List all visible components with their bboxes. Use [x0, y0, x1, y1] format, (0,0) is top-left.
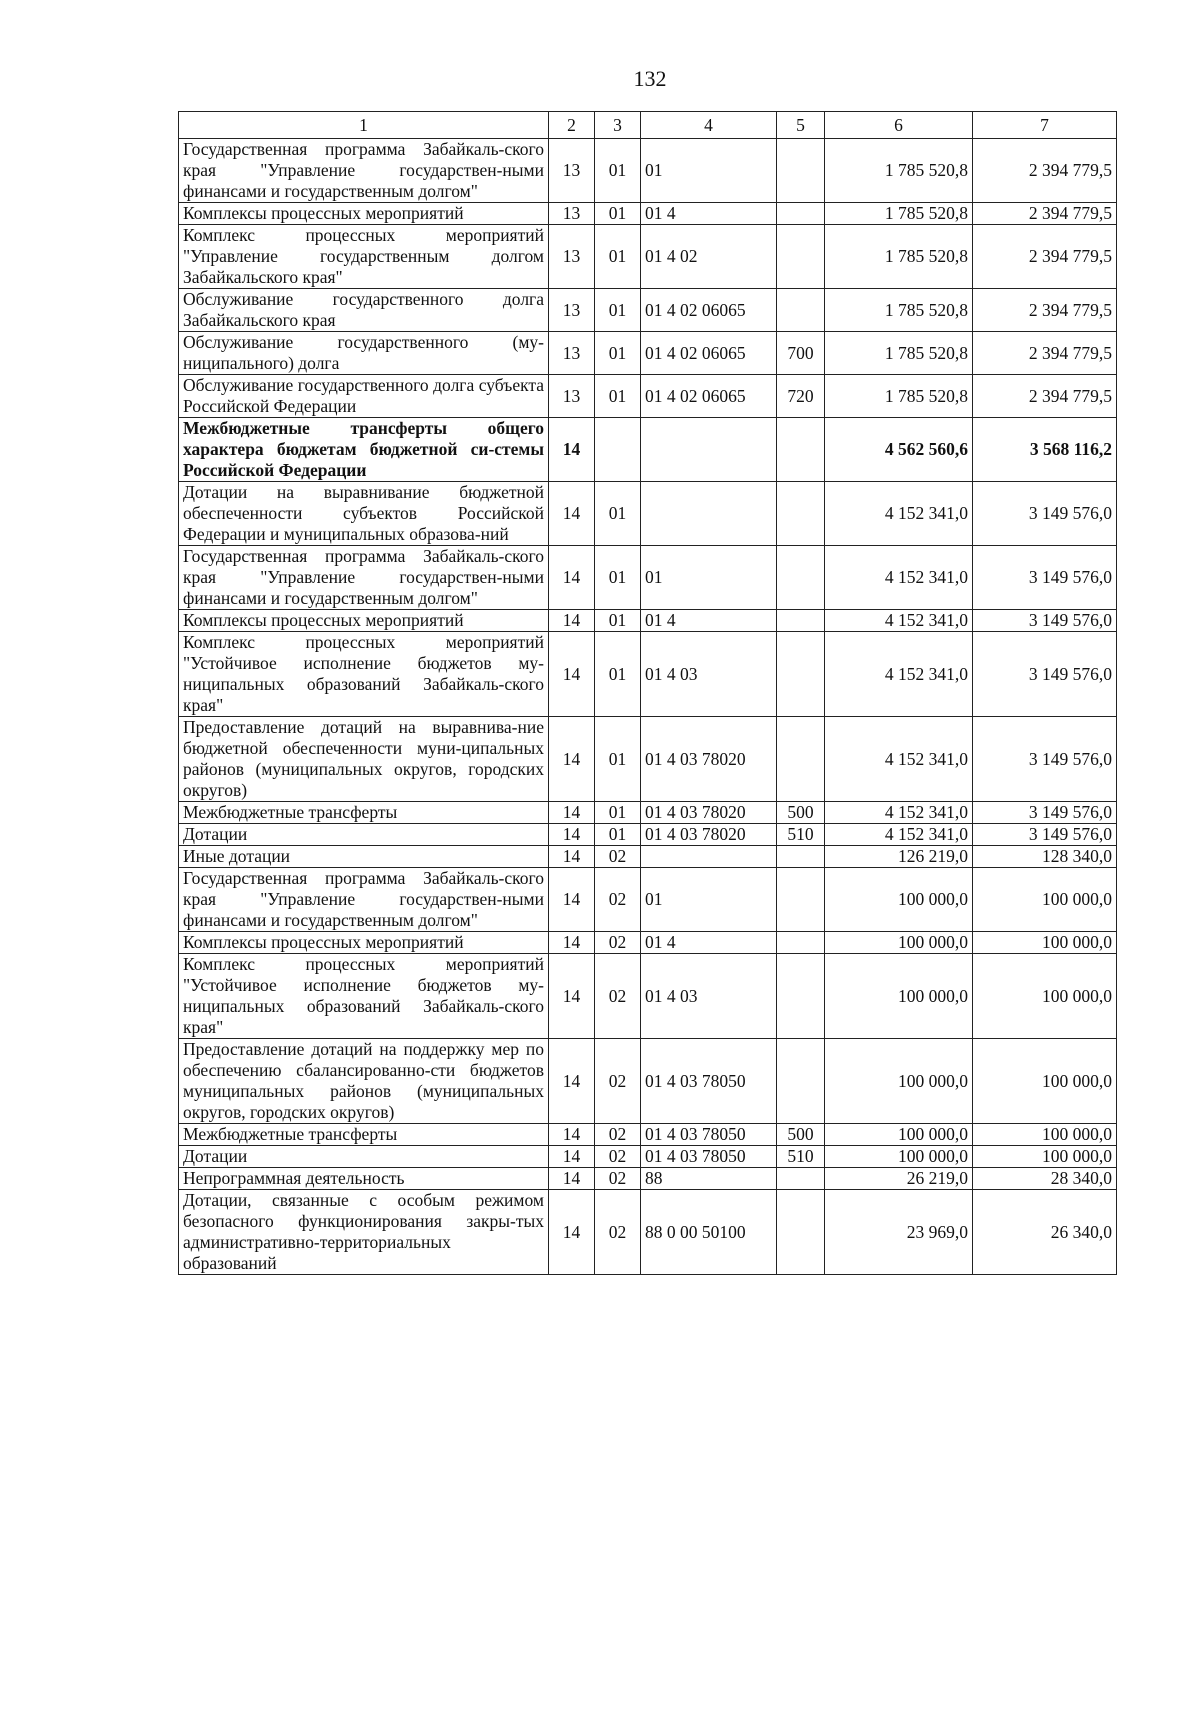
- expense-type-code: [777, 139, 825, 203]
- target-article-code: [641, 482, 777, 546]
- expense-type-code: [777, 632, 825, 717]
- target-article-code: 01 4 03 78050: [641, 1124, 777, 1146]
- subsection-code: 01: [595, 824, 641, 846]
- row-name: Обслуживание государственного долга Забайкальского края: [179, 289, 549, 332]
- table-row: [179, 1190, 1117, 1275]
- subsection-code: 01: [595, 375, 641, 418]
- subsection-code: 01: [595, 717, 641, 802]
- row-name: Государственная программа Забайкаль-ского края "Управление государствен-ными финансами и государственным долгом": [179, 139, 549, 203]
- table-row: [179, 610, 1117, 632]
- amount-year-1: 4 152 341,0: [825, 610, 973, 632]
- amount-year-1: 23 969,0: [825, 1190, 973, 1275]
- row-name: Обслуживание государственного (му-ниципального) долга: [179, 332, 549, 375]
- row-name: Непрограммная деятельность: [179, 1168, 549, 1190]
- subsection-code: 01: [595, 332, 641, 375]
- amount-year-2: 100 000,0: [973, 868, 1117, 932]
- subsection-code: 01: [595, 225, 641, 289]
- target-article-code: 01: [641, 546, 777, 610]
- amount-year-1: 100 000,0: [825, 868, 973, 932]
- section-code: 13: [549, 375, 595, 418]
- section-code: 13: [549, 289, 595, 332]
- section-code: 14: [549, 1146, 595, 1168]
- table-body: [179, 139, 1117, 1275]
- budget-table: [178, 111, 1117, 1275]
- row-name: Предоставление дотаций на выравнива-ние бюджетной обеспеченности муни-ципальных районов (муниципальных округов, городских округов): [179, 717, 549, 802]
- amount-year-2: 3 149 576,0: [973, 717, 1117, 802]
- table-row: [179, 139, 1117, 203]
- section-code: 14: [549, 1190, 595, 1275]
- amount-year-2: 2 394 779,5: [973, 225, 1117, 289]
- amount-year-1: 4 152 341,0: [825, 482, 973, 546]
- expense-type-code: [777, 846, 825, 868]
- table-row: [179, 802, 1117, 824]
- row-name: Комплексы процессных мероприятий: [179, 610, 549, 632]
- subsection-code: 02: [595, 1124, 641, 1146]
- amount-year-1: 4 152 341,0: [825, 717, 973, 802]
- amount-year-1: 126 219,0: [825, 846, 973, 868]
- amount-year-2: 100 000,0: [973, 932, 1117, 954]
- amount-year-2: 3 568 116,2: [973, 418, 1117, 482]
- amount-year-1: 100 000,0: [825, 932, 973, 954]
- expense-type-code: [777, 868, 825, 932]
- column-header: 6: [825, 112, 973, 139]
- amount-year-1: 100 000,0: [825, 954, 973, 1039]
- amount-year-1: 1 785 520,8: [825, 139, 973, 203]
- row-name: Межбюджетные трансферты: [179, 802, 549, 824]
- table-row: [179, 932, 1117, 954]
- table-row: [179, 418, 1117, 482]
- subsection-code: [595, 418, 641, 482]
- amount-year-1: 4 152 341,0: [825, 802, 973, 824]
- expense-type-code: 510: [777, 824, 825, 846]
- subsection-code: 01: [595, 203, 641, 225]
- subsection-code: 02: [595, 954, 641, 1039]
- expense-type-code: [777, 1168, 825, 1190]
- amount-year-1: 4 562 560,6: [825, 418, 973, 482]
- expense-type-code: 700: [777, 332, 825, 375]
- subsection-code: 02: [595, 868, 641, 932]
- amount-year-1: 4 152 341,0: [825, 824, 973, 846]
- row-name: Дотации на выравнивание бюджетной обеспеченности субъектов Российской Федерации и муниципальных образова-ний: [179, 482, 549, 546]
- amount-year-1: 4 152 341,0: [825, 632, 973, 717]
- table-row: [179, 1146, 1117, 1168]
- section-code: 14: [549, 610, 595, 632]
- expense-type-code: [777, 418, 825, 482]
- row-name: Дотации: [179, 824, 549, 846]
- amount-year-2: 3 149 576,0: [973, 632, 1117, 717]
- column-header: 7: [973, 112, 1117, 139]
- amount-year-1: 1 785 520,8: [825, 332, 973, 375]
- amount-year-1: 100 000,0: [825, 1124, 973, 1146]
- amount-year-2: 26 340,0: [973, 1190, 1117, 1275]
- expense-type-code: [777, 1039, 825, 1124]
- section-code: 14: [549, 868, 595, 932]
- section-code: 13: [549, 225, 595, 289]
- amount-year-2: 3 149 576,0: [973, 482, 1117, 546]
- row-name: Комплексы процессных мероприятий: [179, 203, 549, 225]
- amount-year-2: 2 394 779,5: [973, 289, 1117, 332]
- section-code: 14: [549, 824, 595, 846]
- expense-type-code: [777, 546, 825, 610]
- amount-year-2: 28 340,0: [973, 1168, 1117, 1190]
- row-name: Комплекс процессных мероприятий "Управление государственным долгом Забайкальского края": [179, 225, 549, 289]
- subsection-code: 02: [595, 932, 641, 954]
- table-row: [179, 203, 1117, 225]
- amount-year-2: 3 149 576,0: [973, 546, 1117, 610]
- target-article-code: 01 4 03 78050: [641, 1146, 777, 1168]
- table-row: [179, 824, 1117, 846]
- table-row: [179, 375, 1117, 418]
- expense-type-code: [777, 717, 825, 802]
- expense-type-code: 500: [777, 1124, 825, 1146]
- table-row: [179, 482, 1117, 546]
- expense-type-code: [777, 954, 825, 1039]
- target-article-code: 01 4 03 78020: [641, 717, 777, 802]
- target-article-code: 01 4 02: [641, 225, 777, 289]
- column-header: 3: [595, 112, 641, 139]
- page-number: 132: [633, 66, 667, 91]
- section-code: 13: [549, 332, 595, 375]
- section-code: 14: [549, 1168, 595, 1190]
- table-row: [179, 1124, 1117, 1146]
- amount-year-1: 4 152 341,0: [825, 546, 973, 610]
- amount-year-2: 3 149 576,0: [973, 802, 1117, 824]
- subsection-code: 01: [595, 632, 641, 717]
- section-code: 14: [549, 954, 595, 1039]
- subsection-code: 01: [595, 289, 641, 332]
- amount-year-2: 128 340,0: [973, 846, 1117, 868]
- section-code: 14: [549, 482, 595, 546]
- amount-year-2: 3 149 576,0: [973, 610, 1117, 632]
- section-code: 14: [549, 632, 595, 717]
- target-article-code: 01 4 03 78020: [641, 824, 777, 846]
- target-article-code: 01 4: [641, 203, 777, 225]
- subsection-code: 02: [595, 846, 641, 868]
- table-row: [179, 954, 1117, 1039]
- expense-type-code: [777, 203, 825, 225]
- subsection-code: 02: [595, 1039, 641, 1124]
- amount-year-2: 100 000,0: [973, 1039, 1117, 1124]
- target-article-code: 01 4 02 06065: [641, 289, 777, 332]
- target-article-code: 88: [641, 1168, 777, 1190]
- section-code: 14: [549, 717, 595, 802]
- target-article-code: 01 4: [641, 610, 777, 632]
- subsection-code: 02: [595, 1190, 641, 1275]
- column-header: 5: [777, 112, 825, 139]
- amount-year-2: 100 000,0: [973, 1124, 1117, 1146]
- amount-year-1: 1 785 520,8: [825, 289, 973, 332]
- amount-year-1: 100 000,0: [825, 1146, 973, 1168]
- row-name: Государственная программа Забайкаль-ского края "Управление государствен-ными финансами и государственным долгом": [179, 868, 549, 932]
- amount-year-2: 3 149 576,0: [973, 824, 1117, 846]
- subsection-code: 01: [595, 610, 641, 632]
- row-name: Обслуживание государственного долга субъекта Российской Федерации: [179, 375, 549, 418]
- amount-year-2: 100 000,0: [973, 1146, 1117, 1168]
- subsection-code: 02: [595, 1146, 641, 1168]
- row-name: Комплекс процессных мероприятий "Устойчивое исполнение бюджетов му-ниципальных образований Забайкаль-ского края": [179, 632, 549, 717]
- table-row: [179, 1168, 1117, 1190]
- expense-type-code: [777, 610, 825, 632]
- row-name: Межбюджетные трансферты: [179, 1124, 549, 1146]
- table-row: [179, 846, 1117, 868]
- table-row: [179, 546, 1117, 610]
- section-code: 14: [549, 932, 595, 954]
- subsection-code: 01: [595, 482, 641, 546]
- expense-type-code: [777, 289, 825, 332]
- section-code: 13: [549, 203, 595, 225]
- target-article-code: 01: [641, 139, 777, 203]
- target-article-code: 88 0 00 50100: [641, 1190, 777, 1275]
- section-code: 14: [549, 418, 595, 482]
- amount-year-2: 100 000,0: [973, 954, 1117, 1039]
- section-code: 13: [549, 139, 595, 203]
- table-row: [179, 632, 1117, 717]
- expense-type-code: 500: [777, 802, 825, 824]
- subsection-code: 01: [595, 546, 641, 610]
- table-row: [179, 332, 1117, 375]
- row-name: Комплекс процессных мероприятий "Устойчивое исполнение бюджетов му-ниципальных образований Забайкаль-ского края": [179, 954, 549, 1039]
- subsection-code: 01: [595, 139, 641, 203]
- table-row: [179, 717, 1117, 802]
- amount-year-2: 2 394 779,5: [973, 375, 1117, 418]
- expense-type-code: 720: [777, 375, 825, 418]
- target-article-code: 01 4: [641, 932, 777, 954]
- column-header: 4: [641, 112, 777, 139]
- section-code: 14: [549, 1124, 595, 1146]
- target-article-code: 01 4 03: [641, 954, 777, 1039]
- amount-year-1: 1 785 520,8: [825, 375, 973, 418]
- section-code: 14: [549, 846, 595, 868]
- amount-year-1: 100 000,0: [825, 1039, 973, 1124]
- section-code: 14: [549, 1039, 595, 1124]
- row-name: Комплексы процессных мероприятий: [179, 932, 549, 954]
- target-article-code: 01 4 03: [641, 632, 777, 717]
- expense-type-code: 510: [777, 1146, 825, 1168]
- expense-type-code: [777, 225, 825, 289]
- target-article-code: [641, 846, 777, 868]
- subsection-code: 02: [595, 1168, 641, 1190]
- expense-type-code: [777, 1190, 825, 1275]
- row-name: Дотации: [179, 1146, 549, 1168]
- row-name: Государственная программа Забайкаль-ского края "Управление государствен-ными финансами и государственным долгом": [179, 546, 549, 610]
- target-article-code: 01 4 03 78050: [641, 1039, 777, 1124]
- header-row: [179, 112, 1117, 139]
- expense-type-code: [777, 932, 825, 954]
- target-article-code: 01 4 02 06065: [641, 332, 777, 375]
- table-row: [179, 225, 1117, 289]
- table-row: [179, 868, 1117, 932]
- amount-year-2: 2 394 779,5: [973, 203, 1117, 225]
- amount-year-2: 2 394 779,5: [973, 332, 1117, 375]
- subsection-code: 01: [595, 802, 641, 824]
- target-article-code: 01 4 02 06065: [641, 375, 777, 418]
- expense-type-code: [777, 482, 825, 546]
- amount-year-1: 26 219,0: [825, 1168, 973, 1190]
- section-code: 14: [549, 802, 595, 824]
- target-article-code: [641, 418, 777, 482]
- table-row: [179, 1039, 1117, 1124]
- row-name: Межбюджетные трансферты общего характера бюджетам бюджетной си-стемы Российской Федерации: [179, 418, 549, 482]
- target-article-code: 01: [641, 868, 777, 932]
- column-header: 2: [549, 112, 595, 139]
- section-code: 14: [549, 546, 595, 610]
- amount-year-2: 2 394 779,5: [973, 139, 1117, 203]
- column-header: 1: [179, 112, 549, 139]
- amount-year-1: 1 785 520,8: [825, 225, 973, 289]
- table-row: [179, 289, 1117, 332]
- amount-year-1: 1 785 520,8: [825, 203, 973, 225]
- row-name: Иные дотации: [179, 846, 549, 868]
- row-name: Предоставление дотаций на поддержку мер по обеспечению сбалансированно-сти бюджетов муниципальных районов (муниципальных округов, городских округов): [179, 1039, 549, 1124]
- target-article-code: 01 4 03 78020: [641, 802, 777, 824]
- row-name: Дотации, связанные с особым режимом безопасного функционирования закры-тых административно-территориальных образований: [179, 1190, 549, 1275]
